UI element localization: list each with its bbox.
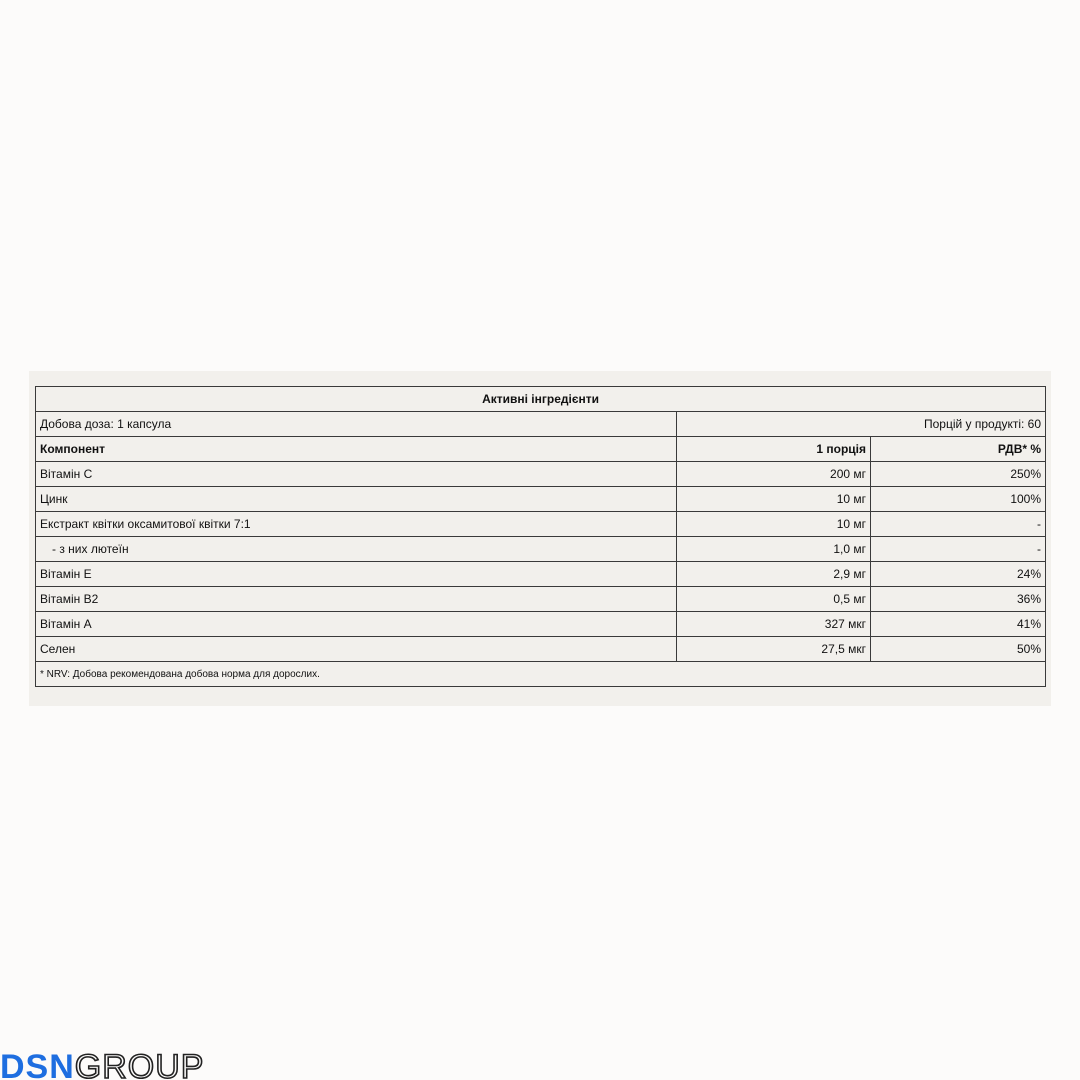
- footnote: * NRV: Добова рекомендована добова норма для дорослих.: [36, 662, 1046, 687]
- header-per-serving: 1 порція: [677, 437, 871, 462]
- ingredients-table: [35, 386, 1046, 687]
- table-row: [36, 612, 1046, 637]
- ingredient-name: - з них лютеїн: [36, 537, 677, 562]
- ingredient-amount: 2,9 мг: [677, 562, 871, 587]
- ingredient-rdi: 41%: [871, 612, 1046, 637]
- table-row: [36, 487, 1046, 512]
- ingredient-rdi: 50%: [871, 637, 1046, 662]
- ingredient-amount: 0,5 мг: [677, 587, 871, 612]
- table-row: [36, 637, 1046, 662]
- ingredient-name: Вітамін Е: [36, 562, 677, 587]
- logo-dsn-text: DSN: [0, 1048, 75, 1080]
- ingredients-panel: [29, 371, 1051, 706]
- header-component: Компонент: [36, 437, 677, 462]
- ingredient-amount: 10 мг: [677, 512, 871, 537]
- ingredient-rdi: 36%: [871, 587, 1046, 612]
- ingredient-rdi: -: [871, 537, 1046, 562]
- table-row: [36, 537, 1046, 562]
- table-row: [36, 587, 1046, 612]
- daily-dose-label: Добова доза: 1 капсула: [36, 412, 677, 437]
- ingredient-name: Вітамін В2: [36, 587, 677, 612]
- ingredient-name: Вітамін С: [36, 462, 677, 487]
- dose-row: [36, 412, 1046, 437]
- ingredient-name: Вітамін А: [36, 612, 677, 637]
- table-header-row: [36, 437, 1046, 462]
- ingredient-name: Цинк: [36, 487, 677, 512]
- ingredient-amount: 27,5 мкг: [677, 637, 871, 662]
- footnote-row: [36, 662, 1046, 687]
- ingredient-rdi: 24%: [871, 562, 1046, 587]
- ingredient-rdi: 100%: [871, 487, 1046, 512]
- table-title-row: [36, 387, 1046, 412]
- table-row: [36, 462, 1046, 487]
- ingredient-rdi: 250%: [871, 462, 1046, 487]
- ingredient-name: Екстракт квітки оксамитової квітки 7:1: [36, 512, 677, 537]
- ingredient-name: Селен: [36, 637, 677, 662]
- table-title: Активні інгредієнти: [36, 387, 1046, 412]
- table-row: [36, 512, 1046, 537]
- ingredient-amount: 200 мг: [677, 462, 871, 487]
- dsn-group-logo: [0, 1050, 204, 1080]
- ingredient-rdi: -: [871, 512, 1046, 537]
- ingredient-amount: 10 мг: [677, 487, 871, 512]
- table-row: [36, 562, 1046, 587]
- servings-label: Порцій у продукті: 60: [677, 412, 1046, 437]
- ingredient-amount: 1,0 мг: [677, 537, 871, 562]
- ingredient-amount: 327 мкг: [677, 612, 871, 637]
- header-rdi: РДВ* %: [871, 437, 1046, 462]
- logo-group-text: GROUP: [74, 1048, 205, 1080]
